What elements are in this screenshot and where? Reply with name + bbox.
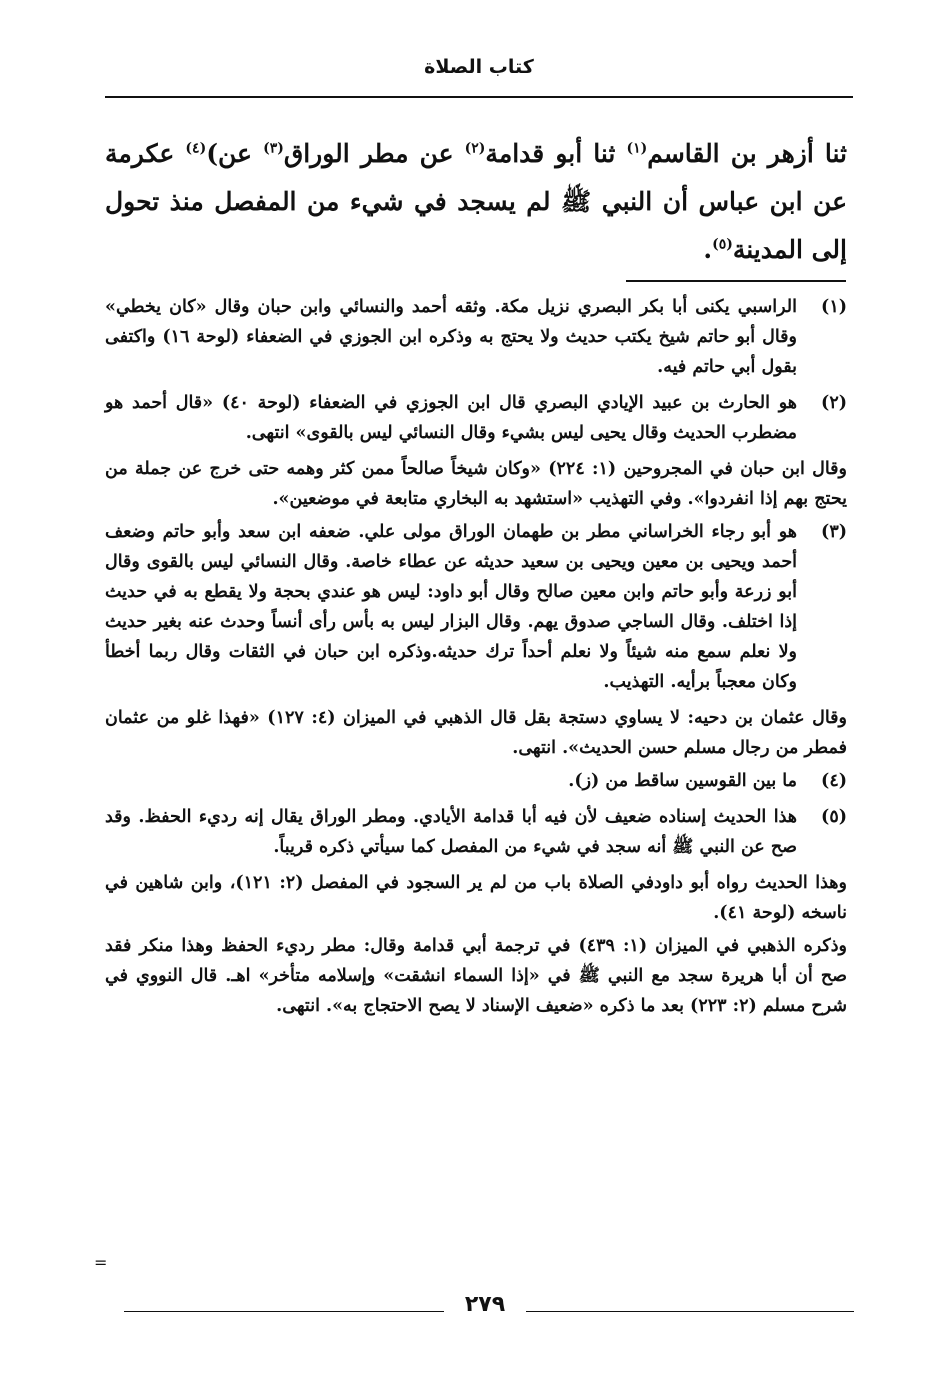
footnote-paragraph: هو أبو رجاء الخراساني مطر بن طهمان الوراق مولى علي. ضعفه ابن سعد وأبو حاتم وضعف أحمد ويحيى بن معين ويحيى بن سعيد حديثه عن عطاء خاصة. وقال النسائي ليس بالقوى وقال أبو زرعة وأبو حاتم وابن معين صالح وقال أبو داود: ليس هو عندي بحجة ولا يقطع به في حديث إذا اختلف. وقال الساجي صدوق يهم. وقال البزار ليس به بأس رأى أنساً وحدث عنه بغير حديث ولا نعلم سمع منه شيئاً ولا نعلم أحداً ترك حديثه.وذكره ابن حبان في الثقات وقال ربما أخطأ وكان معجباً برأيه. التهذيب. (105, 522, 797, 692)
footnote-reference: (١) (626, 140, 648, 157)
footnote-body (105, 517, 797, 700)
footnote-number: (٢) (821, 393, 847, 413)
footer-rule-left (124, 1311, 444, 1312)
footnote-number: (٤) (821, 771, 847, 791)
footnote-paragraph: الراسبي يكنى أبا بكر البصري نزيل مكة. وثقه أحمد والنسائي وابن حبان وقال «كان يخطي» وقال أبو حاتم شيخ يكتب حديث ولا يحتج به وذكره ابن الجوزي في الضعفاء (لوحة ١٦) واكتفى بقول أبي حاتم فيه. (105, 297, 797, 377)
page-number: ٢٧٩ (464, 1292, 506, 1317)
footnotes (105, 292, 847, 1024)
footnote-reference: (٣) (263, 140, 284, 157)
footnote-continuation: وذكره الذهبي في الميزان (١: ٤٣٩) في ترجمة أبي قدامة وقال: مطر رديء الحفظ وهذا منكر فقد صح أن أبا هريرة سجد مع النبي ﷺ في «إذا السماء انشقت» وإسلامه متأخر» اهـ. قال النووي في شرح مسلم (٢: ٢٢٣) بعد ما ذكره «ضعيف الإسناد لا يصح الاحتجاج به». انتهى. (105, 936, 847, 1016)
footnote (105, 766, 847, 799)
margin-mark: = (94, 1253, 108, 1272)
footnote-continuation: وهذا الحديث رواه أبو داودفي الصلاة باب من لم ير السجود في المفصل (٢: ١٢١)، وابن شاهين في ناسخه (لوحة ٤١). (105, 873, 847, 923)
footnote-body (105, 802, 797, 865)
main-text-run: عن) (206, 139, 264, 168)
header-rule (105, 96, 853, 98)
running-header: كتاب الصلاة (424, 56, 534, 78)
footnote-paragraph: هذا الحديث إسناده ضعيف لأن فيه أبا قدامة الأيادي. ومطر الوراق يقال إنه رديء الحفظ. وقد صح عن النبي ﷺ أنه سجد في شيء من المفصل كما سيأتي ذكره قريباً. (105, 807, 797, 857)
footnote-number: (١) (821, 297, 847, 317)
main-text-run: . (703, 235, 713, 264)
footnote-continuation: وقال عثمان بن دحيه: لا يساوي دستجة بقل قال الذهبي في الميزان (٤: ١٢٧) «فهذا غلو من عثمان فمطر من رجال مسلم حسن الحديث». انتهى. (105, 708, 847, 758)
footnote-reference: (٤) (185, 140, 207, 157)
footnote-body (105, 388, 797, 451)
footnote-paragraph: هو الحارث بن عبيد الإيادي البصري قال ابن الجوزي في الضعفاء (لوحة ٤٠) «قال أحمد هو مضطرب الحديث وقال يحيى ليس بشيء وقال النسائي ليس بالقوى» انتهى. (105, 393, 797, 443)
main-text-run: عكرمة عن ابن عباس أن النبي ﷺ لم يسجد في شيء من المفصل منذ تحول إلى المدينة (105, 139, 847, 264)
main-text-run: ثنا أزهر بن القاسم (647, 139, 847, 168)
footnote-separator (626, 280, 846, 282)
footnote-paragraph: ما بين القوسين ساقط من (ز). (568, 771, 797, 791)
footnote-continuation: وقال ابن حبان في المجروحين (١: ٢٢٤) «وكان شيخاً صالحاً ممن كثر وهمه حتى خرج عن جملة من يحتج بهم إذا انفردوا». وفي التهذيب «استشهد به البخاري متابعة في موضعين». (105, 459, 847, 509)
footnote-reference: (٥) (712, 236, 733, 253)
footnote-body (105, 766, 797, 799)
footnote (105, 517, 847, 700)
footnote (105, 388, 847, 451)
main-text-run: ثنا أبو قدامة (485, 139, 627, 168)
footnote-number: (٣) (821, 522, 847, 542)
footnote-reference: (٢) (464, 140, 486, 157)
main-text-run: عن مطر الوراق (283, 139, 465, 168)
footnote-number: (٥) (821, 807, 847, 827)
footnote (105, 802, 847, 865)
footnote (105, 292, 847, 385)
footer-rule-right (526, 1311, 854, 1312)
footnote-body (105, 292, 797, 385)
main-text (105, 130, 847, 274)
